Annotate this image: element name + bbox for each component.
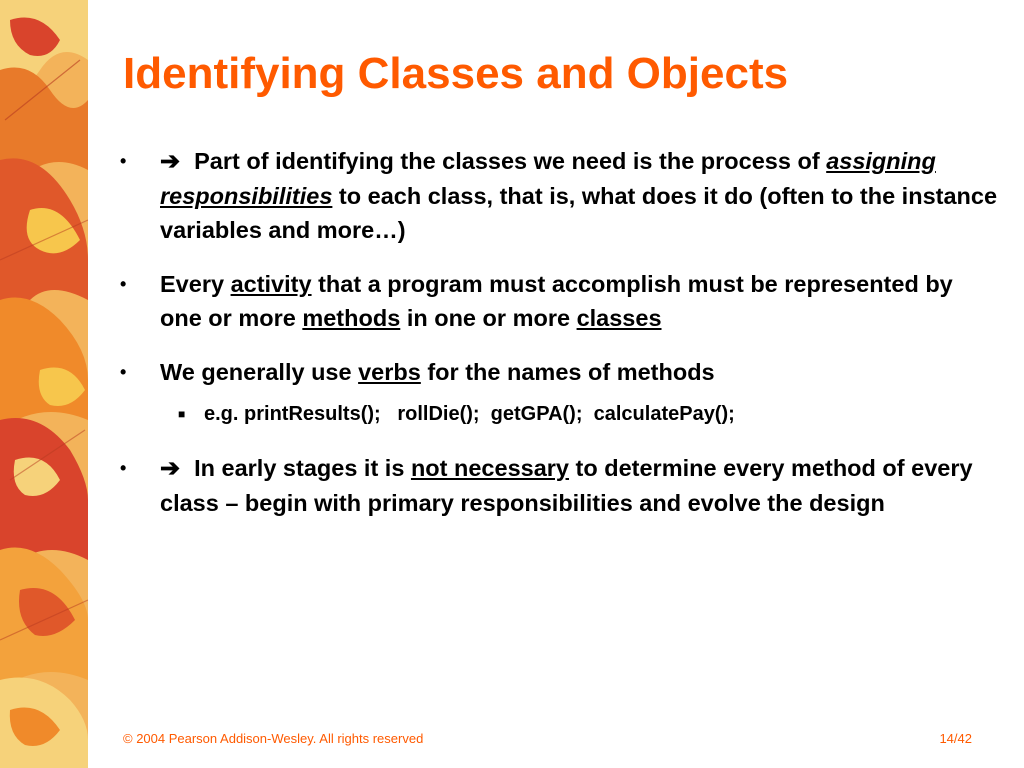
bullet-text: Part of identifying the classes we need is the process of [194, 148, 820, 174]
bullet-item [120, 355, 1000, 389]
bullet-dot-icon: • [120, 458, 127, 478]
bullet-text: We generally use [160, 359, 352, 385]
underlined-term: not necessary [410, 455, 569, 481]
bullet-dot-icon: • [120, 151, 127, 171]
footer-copyright: © 2004 Pearson Addison-Wesley. All rights reserved [123, 731, 424, 746]
bullet-text: that a program must accomplish must be represented by one or more [160, 271, 953, 331]
bullet-text: In early stages it is [194, 455, 405, 481]
footer-page-number: 14/42 [939, 731, 972, 746]
autumn-leaves-decoration [0, 0, 88, 768]
bullet-text: to determine every method of every class – begin with primary responsibilities and evolve the design [160, 455, 973, 516]
underlined-term: activity [230, 271, 312, 297]
sub-bullet-text: e.g. printResults(); rollDie(); getGPA(); calculatePay(); [204, 403, 735, 425]
bullet-dot-icon: • [120, 362, 127, 382]
slide-title: Identifying Classes and Objects [123, 49, 789, 98]
sub-bullet-item [120, 399, 1000, 429]
bullet-item [120, 267, 1000, 335]
slide-body [120, 144, 1000, 540]
bullet-text: to each class, that is, what does it do (often to the instance variables and more…) [160, 183, 998, 243]
bullet-text: in one or more [406, 305, 571, 331]
autumn-leaves-image [0, 0, 88, 768]
bullet-item [120, 451, 1000, 520]
arrow-right-icon: ➔ [160, 455, 181, 482]
bullet-item [120, 144, 1000, 247]
bullet-text: for the names of methods [427, 359, 715, 385]
bullet-dot-icon: • [120, 274, 127, 294]
underlined-term: methods [302, 305, 401, 331]
underlined-term: verbs [358, 359, 421, 385]
arrow-right-icon: ➔ [160, 148, 181, 175]
emphasis-text: assigning responsibilities [160, 148, 936, 209]
bullet-text: Every [160, 271, 225, 297]
underlined-term: classes [576, 305, 662, 331]
square-bullet-icon: ■ [178, 407, 186, 421]
